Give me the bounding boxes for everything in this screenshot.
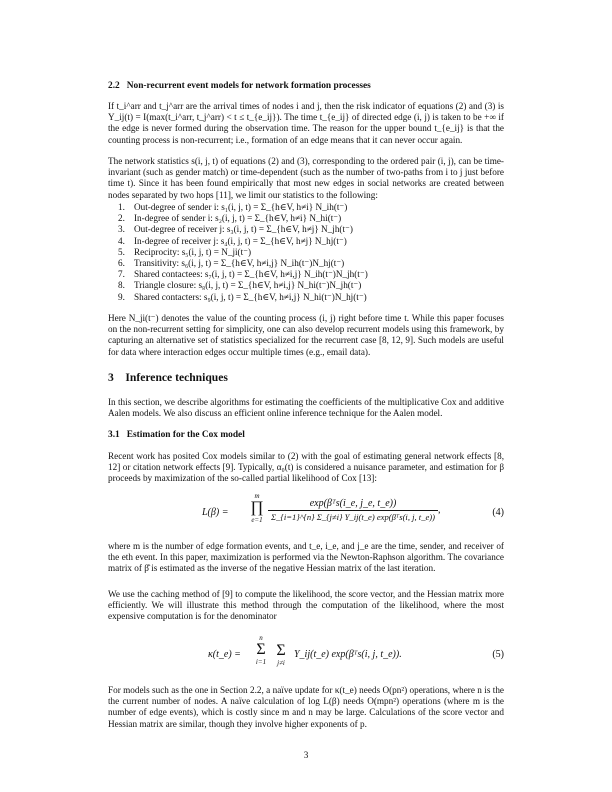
list-item: 5. Reciprocity: s₅(i, j, t) = N_ji(t⁻)	[118, 246, 252, 257]
fraction-denominator: Σ_{i=1}^{n} Σ_{j≠i} Y_ij(t_e) exp(βᵀs(i, j, t_e))	[271, 512, 436, 522]
section-3-1-heading	[108, 430, 245, 440]
section-number: 2.2	[108, 81, 120, 91]
list-item: 6. Transitivity: s₆(i, j, t) = Σ_{h∈V, h≠i,j} N_ih(t⁻)N_hj(t⁻)	[118, 257, 345, 268]
section-2-2-heading	[108, 81, 371, 91]
paragraph-newton-raphson: where m is the number of edge formation events, and t_e, i_e, and j_e are the time, sender, and receiver of the eth event. In this paper, maximization is performed via the Newton-Raphson algorithm. The covariance matrix of β̂ is estimated as the inverse of the negative Hessian matrix of the last iteration.	[108, 541, 504, 574]
sum-operator: n Σ i=1	[255, 634, 267, 666]
paragraph-inference-intro: In this section, we describe algorithms for estimating the coefficients of the multiplicative Cox and additive Aalen models. We also discuss an efficient online inference technique for the Aalen model.	[108, 397, 504, 419]
equation-number: (5)	[492, 649, 504, 660]
paragraph-naive-update: For models such as the one in Section 2.2, a naïve update for κ(t_e) needs O(pn²) operations, where n is the the current number of nodes. A naïve calculation of log L(β) needs O(mpn²) operations (where m is the number of edge events), which is costly since m and n may be large. Calculations of the score vector and Hessian matrix are similar, though they involve higher exponents of p.	[108, 685, 504, 729]
paragraph-cox-estimation: Recent work has posited Cox models similar to (2) with the goal of estimating general network effects [8, 12] or citation network effects [9]. Typically, α₀(t) is considered a nuisance parameter, and estimation for β proceeds by maximization of the so-called partial likelihood of Cox [13]:	[108, 451, 504, 484]
product-operator: m ∏ e=1	[250, 492, 264, 524]
list-item: 1. Out-degree of sender i: s₁(i, j, t) = Σ_{h∈V, h≠i} N_ih(t⁻)	[118, 202, 348, 212]
list-item: 9. Shared contacters: s₉(i, j, t) = Σ_{h∈V, h≠i,j} N_hi(t⁻)N_hj(t⁻)	[118, 291, 367, 302]
equation-5	[108, 634, 504, 674]
paragraph-caching-method: We use the caching method of [9] to compute the likelihood, the score vector, and the Hessian matrix more efficiently. We will illustrate this method through the computation of the likelihood, where the most expensive computation is for the denominator	[108, 589, 504, 622]
section-title: Estimation for the Cox model	[126, 430, 245, 440]
section-title: Non-recurrent event models for network formation processes	[126, 81, 371, 91]
list-item: 8. Triangle closure: s₈(i, j, t) = Σ_{h∈V, h≠i,j} N_hi(t⁻)N_jh(t⁻)	[118, 280, 362, 291]
equation-body: Y_ij(t_e) exp(βᵀs(i, j, t_e)).	[294, 649, 402, 660]
list-item: 7. Shared contactees: s₇(i, j, t) = Σ_{h∈V, h≠i,j} N_ih(t⁻)N_jh(t⁻)	[118, 269, 368, 280]
paragraph-network-statistics: The network statistics s(i, j, t) of equations (2) and (3), corresponding to the ordered pair (i, j), can be time-invariant (such as gender match) or time-dependent (such as the number of two-paths from i to j just before time t). Since it has been found empirically that most new edges in social networks are created between nodes separated by two hops [11], we limit our statistics to the following:	[108, 156, 504, 200]
equation-4	[108, 492, 504, 538]
likelihood-fraction: $\frac{\text{exp(βᵀs(i\_e, j\_e, t\_e))}}{\text{Σ\_\{i=1\}\textasciicircum{}\{n\} Σ\_\{j≠i\} Y\_ij(t\_e) exp(βᵀs(i, j, t\_e))}}$ ,	[268, 498, 441, 522]
equation-lhs: L(β) =	[202, 507, 229, 518]
section-3-heading	[108, 371, 228, 384]
paragraph-recurrent-note: Here N_ji(t⁻) denotes the value of the counting process (i, j) right before time t. While this paper focuses on the non-recurrent setting for simplicity, one can also develop recurrent models using this framework, by capturing an alternative set of statistics specialized for the recurrent case [8, 12, 9]. Such models are useful for data where interaction edges occur multiple times (e.g., email data).	[108, 313, 504, 357]
sum-operator: Σ j≠i	[276, 642, 286, 667]
section-number: 3	[108, 371, 114, 384]
section-number: 3.1	[108, 430, 120, 440]
list-item: 4. In-degree of receiver j: s₄(i, j, t) = Σ_{h∈V, h≠j} N_hj(t⁻)	[118, 235, 347, 246]
fraction-numerator: exp(βᵀs(i_e, j_e, t_e))	[268, 498, 438, 511]
page-number: 3	[303, 750, 309, 760]
list-item: 2. In-degree of sender i: s₂(i, j, t) = Σ_{h∈V, h≠i} N_hi(t⁻)	[118, 213, 342, 224]
equation-number: (4)	[492, 507, 504, 518]
paragraph-risk-indicator: If t_i^arr and t_j^arr are the arrival times of nodes i and j, then the risk indicator of equations (2) and (3) is Y_ij(t) = I(max(t_i^arr, t_j^arr) < t ≤ t_{e_ij}). The time t_{e_ij} of directed edge (i, j) is taken to be +∞ if the edge is never formed during the observation time. The reason for the upper bound t_{e_ij} is that the counting process is non-recurrent; i.e., formation of an edge means that it can never occur again.	[108, 101, 504, 145]
section-title: Inference techniques	[125, 371, 228, 384]
statistics-list	[108, 202, 504, 303]
equation-lhs: κ(t_e) =	[208, 649, 241, 660]
list-item: 3. Out-degree of receiver j: s₃(i, j, t) = Σ_{h∈V, h≠j} N_jh(t⁻)	[118, 224, 353, 235]
